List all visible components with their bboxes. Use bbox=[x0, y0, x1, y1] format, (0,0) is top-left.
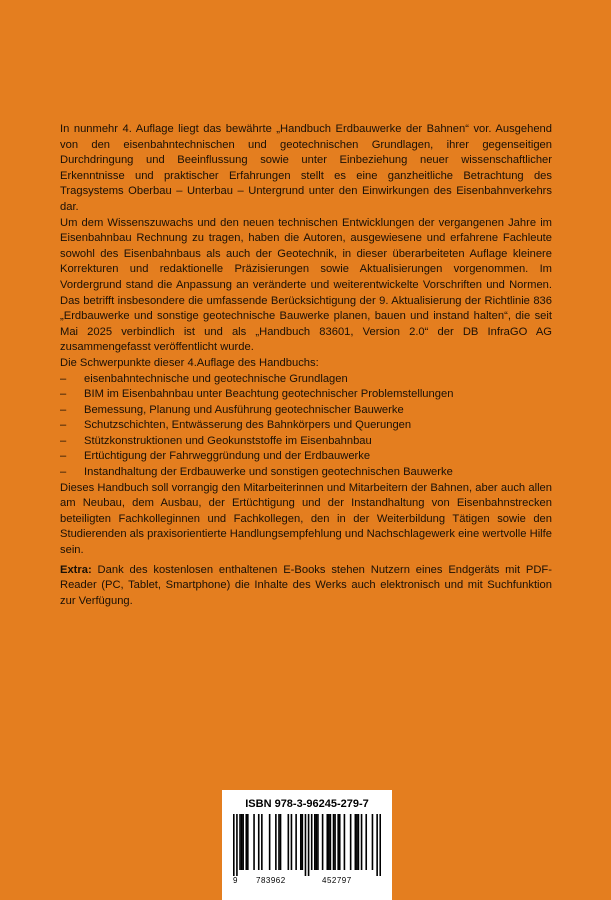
barcode-bar bbox=[258, 814, 260, 870]
barcode-bar bbox=[302, 814, 304, 870]
barcode-bar bbox=[242, 814, 244, 870]
isbn-barcode-box bbox=[222, 790, 392, 900]
barcode-bar bbox=[361, 814, 363, 870]
barcode-bar bbox=[355, 814, 357, 870]
barcode-digits-right: 452797 bbox=[322, 876, 352, 885]
barcode-bar bbox=[247, 814, 249, 870]
barcode-bar bbox=[308, 814, 310, 876]
barcode-bar bbox=[314, 814, 316, 870]
barcode-bar bbox=[239, 814, 241, 870]
barcode-bar bbox=[365, 814, 367, 870]
audience-paragraph: Dieses Handbuch soll vorrangig den Mitarbeiterinnen und Mitarbeitern der Bahnen, aber auch allen am Neubau, dem Ausbau, der Ertüchtigung und der Instandhaltung von Eisenbahnstrecken beteiligten Fachkolleginnen und Fachkollegen, den in der Weiterbildung Tätigen sowie den Studierenden als praxisorientierte Handlungsempfehlung und Nachschlagewerk eine wertvolle Hilfe sein. bbox=[60, 481, 552, 557]
barcode-bar bbox=[334, 814, 336, 870]
barcode-digits-left: 783962 bbox=[256, 876, 286, 885]
barcode-bar bbox=[376, 814, 378, 876]
barcode-bar bbox=[311, 814, 313, 870]
barcode-bar bbox=[300, 814, 302, 870]
focus-heading: Die Schwerpunkte dieser 4.Auflage des Handbuchs: bbox=[60, 356, 319, 369]
list-item: – BIM im Eisenbahnbau unter Beachtung geotechnischer Problemstellungen bbox=[60, 387, 552, 403]
barcode-bar bbox=[328, 814, 330, 870]
barcode-bar bbox=[295, 814, 297, 870]
barcode-bar bbox=[317, 814, 319, 870]
barcode-bar bbox=[280, 814, 282, 870]
barcode-bar bbox=[261, 814, 263, 870]
blurb-text bbox=[60, 122, 552, 609]
update-paragraph: Um dem Wissenszuwachs und den neuen technischen Entwicklungen der vergangenen Jahre im Eisenbahnbau Rechnung zu tragen, haben die Autoren, ausgewiesene und erfahrene Fachleute sowohl des Eisenbahnbaus als auch der Geotechnik, in dieser überarbeiteten Auflage kleinere Korrekturen und redaktionelle Präzisierungen sowie Aktualisierungen vorgenommen. Im Vordergrund stand die Anpassung an veränderte und weiterentwickelte Vorschriften und Normen. Das betrifft insbesondere die umfassende Berücksichtigung der 9. Aktualisierung der Richtlinie 836 „Erdbauwerke und sonstige geotechnische Bauwerke planen, bauen und instand halten“, die seit Mai 2025 verbindlich ist und als „Handbuch 83601, Version 2.0“ der DB InfraGO AG zusammengefasst veröffentlicht wurde. bbox=[60, 216, 552, 354]
barcode-bar bbox=[305, 814, 307, 876]
list-item: – eisenbahntechnische und geotechnische Grundlagen bbox=[60, 372, 552, 388]
bullet-dash: – bbox=[60, 419, 67, 432]
bullet-dash: – bbox=[60, 466, 67, 479]
barcode-bar bbox=[372, 814, 374, 870]
extra-text: Dank des kostenlosen enthaltenen E-Books stehen Nutzern eines Endgeräts mit PDF-Reader (PC, Tablet, Smartphone) die Inhalte des Werks auch elektronisch und mit Suchfunktion zur Verfügung. bbox=[60, 563, 552, 607]
list-item: – Bemessung, Planung und Ausführung geotechnischer Bauwerke bbox=[60, 403, 552, 419]
barcode-bar bbox=[379, 814, 381, 876]
intro-paragraph: In nunmehr 4. Auflage liegt das bewährte „Handbuch Erdbauwerke der Bahnen“ vor. Ausgehend von den eisenbahntechnischen und geotechnischen Grundlagen, ihrer gegenseitigen Durchdringung und Beeinflussung sowie unter Einbeziehung neuer wissenschaftlicher Erkenntnisse und praktischer Erfahrungen stellt es eine ganzheitliche Betrachtung des Tragsystems Oberbau – Unterbau – Untergrund unter den Einwirkungen des Eisenbahnverkehrs dar. bbox=[60, 123, 552, 213]
barcode-digit-first: 9 bbox=[233, 876, 238, 885]
barcode-bar bbox=[330, 814, 332, 870]
barcode-bar bbox=[253, 814, 255, 870]
barcode-bar bbox=[326, 814, 328, 870]
bullet-dash: – bbox=[60, 434, 67, 447]
barcode-bar bbox=[233, 814, 235, 876]
barcode-bar bbox=[245, 814, 247, 870]
barcode-bar bbox=[316, 814, 318, 870]
bullet-dash: – bbox=[60, 403, 67, 416]
barcode-bar bbox=[344, 814, 346, 870]
list-item: – Ertüchtigung der Fahrweggründung und der Erdbauwerke bbox=[60, 449, 552, 465]
barcode-bar bbox=[241, 814, 243, 870]
barcode-bar bbox=[236, 814, 238, 876]
barcode-bar bbox=[358, 814, 360, 870]
list-item: – Stützkonstruktionen und Geokunststoffe im Eisenbahnbau bbox=[60, 434, 552, 450]
barcode-bar bbox=[339, 814, 341, 870]
list-item: – Schutzschichten, Entwässerung des Bahnkörpers und Querungen bbox=[60, 418, 552, 434]
barcode-bar bbox=[350, 814, 352, 870]
extra-label: Extra: bbox=[60, 563, 92, 576]
bullet-dash: – bbox=[60, 450, 67, 463]
barcode-bar bbox=[278, 814, 280, 870]
barcode-bar bbox=[333, 814, 335, 870]
bullet-dash: – bbox=[60, 388, 67, 401]
extra-paragraph bbox=[60, 563, 552, 610]
barcode-bar bbox=[337, 814, 339, 870]
barcode-bar bbox=[322, 814, 324, 870]
barcode-bar bbox=[275, 814, 277, 870]
barcode-icon bbox=[233, 814, 381, 876]
barcode-bar bbox=[356, 814, 358, 870]
barcode-bar bbox=[269, 814, 271, 870]
barcode-bar bbox=[288, 814, 290, 870]
isbn-label: ISBN 978-3-96245-279-7 bbox=[245, 798, 369, 810]
barcode-bar bbox=[291, 814, 293, 870]
list-item: – Instandhaltung der Erdbauwerke und sonstigen geotechnischen Bauwerke bbox=[60, 465, 552, 481]
bullet-dash: – bbox=[60, 372, 67, 385]
focus-list bbox=[60, 372, 552, 481]
